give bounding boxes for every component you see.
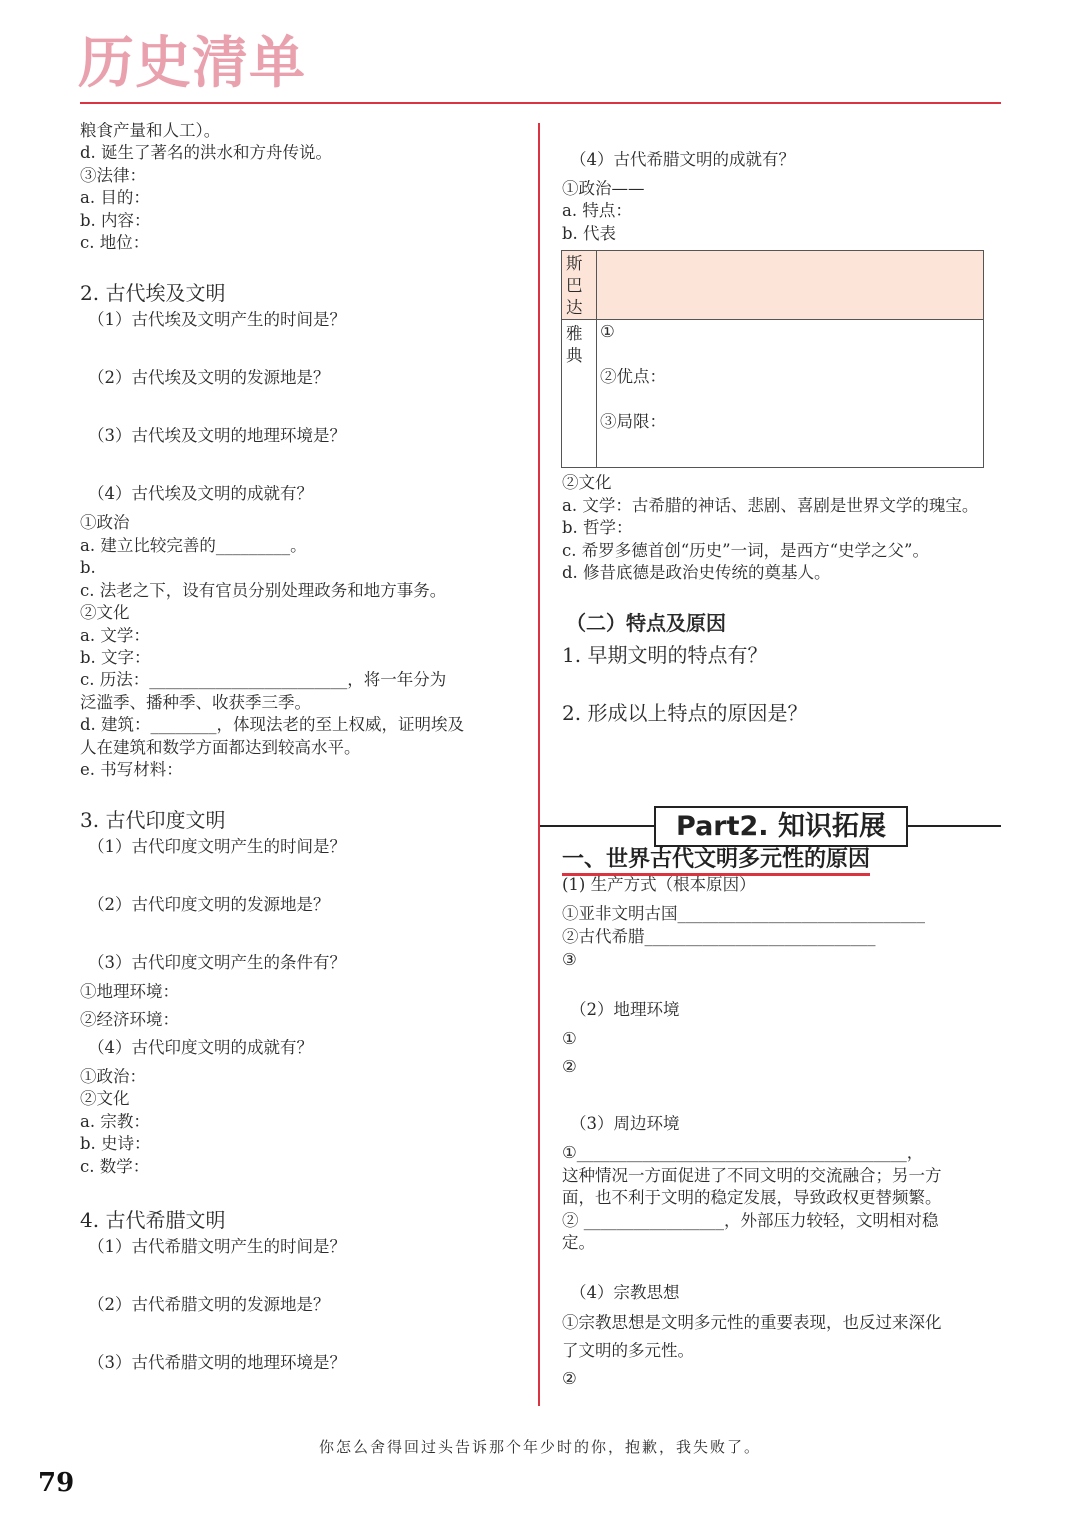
text-line: ①政治 [80,513,130,532]
athens-item: ②优点： [600,367,666,386]
part2-banner: Part2. 知识拓展 [654,806,908,847]
section-heading: 2. 古代埃及文明 [80,281,226,305]
text-line: b. 哲学： [562,518,633,537]
text-line: 人在建筑和数学方面都达到较高水平。 [80,738,361,757]
text-line: ②古代希腊____________________________ [562,927,876,946]
column-divider [538,123,540,1406]
footer-quote: 你怎么舍得回过头告诉那个年少时的你，抱歉，我失败了。 [318,1438,761,1456]
text-line: a. 宗教： [80,1112,150,1131]
athens-sparta-table [561,250,984,468]
text-line: ② _________________，外部压力较轻，文明相对稳 [562,1211,939,1230]
text-line: c. 数学： [80,1157,150,1176]
section-heading: （二）特点及原因 [566,611,726,635]
athens-item: ① [600,322,615,341]
text-line: c. 地位： [80,233,150,252]
text-line: （4）古代希腊文明的成就有？ [570,150,795,169]
athens-label: 雅典 [566,324,583,365]
text-line: c. 历法：________________________，将一年分为 [80,670,447,689]
text-line: ② [562,1057,577,1076]
text-line: a. 文学： [80,626,150,645]
text-line: ③法律： [80,166,146,185]
page-title: 历史清单 [78,30,306,96]
text-line: （1）古代印度文明产生的时间是？ [88,837,346,856]
text-line: a. 建立比较完善的_________。 [80,536,307,555]
text-line: （1）古代希腊文明产生的时间是？ [88,1237,346,1256]
text-line: ①地理环境： [80,982,179,1001]
text-line: （4）宗教思想 [570,1283,680,1302]
text-line: a. 文学：古希腊的神话、悲剧、喜剧是世界文学的瑰宝。 [562,496,979,515]
text-line: d. 建筑：________，体现法老的至上权威，证明埃及 [80,715,465,734]
text-line: b. 史诗： [80,1134,151,1153]
text-line: 定。 [562,1233,595,1252]
text-line: ①政治： [80,1067,146,1086]
text-line: （4）古代印度文明的成就有？ [88,1038,313,1057]
section-heading: 2. 形成以上特点的原因是？ [562,701,808,725]
text-line: （4）古代埃及文明的成就有？ [88,484,313,503]
text-line: （2）古代印度文明的发源地是？ [88,895,330,914]
text-line: 了文明的多元性。 [562,1341,694,1360]
text-line: ②文化 [80,603,130,622]
text-line: e. 书写材料： [80,760,183,779]
section-heading: 3. 古代印度文明 [80,808,226,832]
section-heading: 1. 早期文明的特点有？ [562,643,768,667]
table-row-sparta [562,251,983,320]
text-line: ①宗教思想是文明多元性的重要表现，也反过来深化 [562,1313,942,1332]
text-line: 粮食产量和人工）。 [80,121,221,140]
text-line: ①________________________________________， [562,1143,924,1162]
text-line: （2）地理环境 [570,1000,680,1019]
text-line: d. 修昔底德是政治史传统的奠基人。 [562,563,831,582]
text-line: ① [562,1029,577,1048]
text-line: ②文化 [562,473,612,492]
text-line: b. 内容： [80,211,151,230]
text-line: （3）古代希腊文明的地理环境是？ [88,1353,346,1372]
text-line: a. 目的： [80,188,150,207]
header-divider [80,102,1001,104]
text-line: ②经济环境： [80,1010,179,1029]
text-line: b. 代表 [562,224,617,243]
table-column-divider [596,251,597,467]
text-line: a. 特点： [562,201,632,220]
text-line: c. 法老之下，设有官员分别处理政务和地方事务。 [80,581,447,600]
text-line: （2）古代埃及文明的发源地是？ [88,368,330,387]
text-line: ③ [562,950,577,969]
sparta-label: 斯巴达 [566,254,583,317]
text-line: ①政治—— [562,179,645,198]
section-title: 一、世界古代文明多元性的原因 [562,845,870,876]
text-line: ①亚非文明古国______________________________ [562,904,925,923]
athens-item: ③局限： [600,412,666,431]
text-line: c. 希罗多德首创“历史”一词，是西方“史学之父”。 [562,541,929,560]
text-line: ② [562,1369,577,1388]
text-line: b. [80,558,96,577]
page-number: 79 [38,1468,75,1498]
text-line: （3）周边环境 [570,1114,680,1133]
text-line: （3）古代埃及文明的地理环境是？ [88,426,346,445]
text-line: 泛滥季、播种季、收获季三季。 [80,693,311,712]
text-line: 面，也不利于文明的稳定发展，导致政权更替频繁。 [562,1188,942,1207]
section-heading: 4. 古代希腊文明 [80,1208,226,1232]
text-line: d. 诞生了著名的洪水和方舟传说。 [80,143,333,162]
text-line: b. 文字： [80,648,151,667]
text-line: （2）古代希腊文明的发源地是？ [88,1295,330,1314]
text-line: （1）古代埃及文明产生的时间是？ [88,310,346,329]
text-line: ②文化 [80,1089,130,1108]
text-line: 这种情况一方面促进了不同文明的交流融合；另一方 [562,1166,942,1185]
text-line: （3）古代印度文明产生的条件有？ [88,953,346,972]
text-line: (1) 生产方式（根本原因） [562,875,756,894]
